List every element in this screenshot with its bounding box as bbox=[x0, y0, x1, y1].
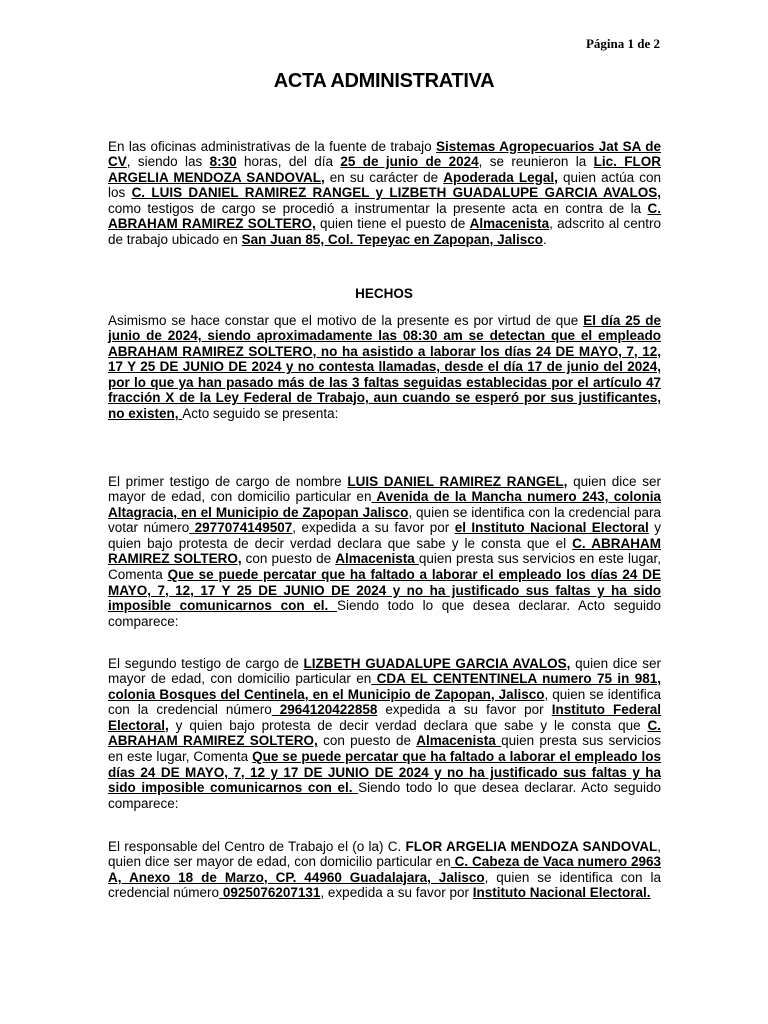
body-text: quien dice ser mayor de edad, con domicilio particular en bbox=[108, 655, 662, 687]
emphasized-text: C. Cabeza de Vaca numero 2963 A, Anexo 18 de Marzo, CP. 44960 Guadalajara, Jalisco bbox=[108, 854, 661, 885]
body-text: quien presta sus servicios en este lugar, Comenta bbox=[108, 551, 661, 583]
body-text: y quien bajo protesta de decir verdad declara que sabe y le consta que el bbox=[108, 520, 661, 551]
document-title: ACTA ADMINISTRATIVA bbox=[273, 70, 495, 92]
body-text: quien actúa con los bbox=[108, 169, 662, 201]
emphasized-text: Instituto Federal Electoral, bbox=[108, 702, 662, 733]
second-witness-paragraph bbox=[108, 656, 661, 812]
emphasized-text: 2964120422858 bbox=[271, 702, 378, 718]
intro-paragraph bbox=[108, 139, 661, 248]
body-text: , quien se identifica con la credencial número bbox=[108, 869, 661, 901]
emphasized-text: LUIS DANIEL RAMIREZ RANGEL, bbox=[347, 473, 568, 489]
body-text: horas, del día bbox=[236, 154, 341, 170]
body-text: quien tiene el puesto de bbox=[315, 216, 470, 232]
emphasized-text: Que se puede percatar que ha faltado a laborar el empleado los días 24 DE MAYO, 7, 12, 17 Y 25 DE JUNIO DE 2024 y no ha justificado sus faltas y ha sido imposible comunicarnos con el. bbox=[108, 567, 662, 614]
emphasized-text: 0925076207131 bbox=[219, 885, 321, 901]
body-text: , se reunieron la bbox=[478, 154, 594, 170]
body-text: quien dice ser mayor de edad, con domicilio particular en bbox=[108, 473, 661, 505]
body-text: Asimismo se hace constar que el motivo de la presente es por virtud de que bbox=[108, 312, 584, 328]
body-text: . bbox=[542, 232, 547, 248]
body-text: El primer testigo de cargo de nombre bbox=[108, 473, 348, 489]
responsible-paragraph bbox=[108, 839, 661, 901]
emphasized-text: C. ABRAHAM RAMIREZ SOLTERO, bbox=[108, 535, 661, 567]
body-text: , quien dice ser mayor de edad, con domicilio particular en bbox=[108, 838, 661, 870]
body-text: El segundo testigo de cargo de bbox=[108, 655, 304, 671]
emphasized-text: Instituto Nacional Electoral. bbox=[472, 885, 651, 901]
body-text: Siendo todo lo que desea declarar. Acto seguido comparece: bbox=[108, 780, 661, 811]
emphasized-text: 25 de junio de 2024 bbox=[340, 154, 479, 170]
page-number: Página 1 de 2 bbox=[585, 36, 660, 51]
body-text: con puesto de bbox=[241, 551, 336, 567]
emphasized-text: 2977074149507 bbox=[189, 520, 293, 536]
body-text: y quien bajo protesta de decir verdad declara que sabe y le consta que bbox=[168, 717, 648, 733]
body-text: como testigos de cargo se procedió a instrumentar la presente acta en contra de la bbox=[108, 200, 648, 216]
body-text: Acto seguido se presenta: bbox=[182, 406, 339, 422]
emphasized-text: C. ABRAHAM RAMIREZ SOLTERO, bbox=[108, 717, 661, 749]
emphasized-text: Lic. FLOR ARGELIA MENDOZA SANDOVAL, bbox=[108, 154, 662, 185]
body-text: en su carácter de bbox=[324, 169, 444, 185]
emphasized-text: Almacenista bbox=[335, 551, 419, 567]
body-text: expedida a su favor por bbox=[377, 702, 552, 718]
body-text: , quien se identifica con la credencial número bbox=[108, 686, 661, 718]
hechos-paragraph bbox=[108, 313, 661, 422]
body-text: , quien se identifica con la credencial para votar número bbox=[108, 504, 661, 536]
emphasized-text: El día 25 de junio de 2024, siendo aproximadamente las 08:30 am se detectan que el empleado ABRAHAM RAMIREZ SOLTERO, no ha asistido a laborar los días 24 DE MAYO, 7, 12, 17 Y 25 DE JUNIO DE 2024 y no contesta llamadas, desde el día 17 de junio del 2024, por lo que ya han pasado más de las 3 faltas seguidas establecidas por el artículo 47 fracción X de la Ley Federal de Trabajo, aun cuando se esperó por sus justificantes, no existen, bbox=[108, 312, 661, 422]
emphasized-text: CDA EL CENTENTINELA numero 75 in 981, colonia Bosques del Centinela, en el Municipio de Zapopan, Jalisco bbox=[108, 671, 661, 702]
body-text: , adscrito al centro de trabajo ubicado en bbox=[108, 216, 661, 248]
body-text: quien presta sus servicios en este lugar, Comenta bbox=[108, 733, 661, 765]
emphasized-text: C. LUIS DANIEL RAMIREZ RANGEL y LIZBETH GUADALUPE GARCIA AVALOS, bbox=[131, 185, 661, 201]
body-text: , siendo las bbox=[126, 154, 210, 170]
emphasized-text: C. ABRAHAM RAMIREZ SOLTERO, bbox=[108, 200, 661, 232]
emphasized-text: Avenida de la Mancha numero 243, colonia Altagracia, en el Municipio de Zapopan Jalisco bbox=[108, 489, 661, 520]
emphasized-text: Almacenista bbox=[469, 216, 550, 232]
body-text: En las oficinas administrativas de la fuente de trabajo bbox=[108, 138, 437, 154]
emphasized-text: San Juan 85, Col. Tepeyac en Zapopan, Jalisco bbox=[241, 232, 543, 248]
emphasized-text: LIZBETH GUADALUPE GARCIA AVALOS, bbox=[303, 655, 571, 671]
first-witness-paragraph bbox=[108, 474, 661, 630]
emphasized-text: Apoderada Legal, bbox=[443, 169, 558, 185]
hechos-heading: HECHOS bbox=[355, 286, 413, 301]
emphasized-text: Sistemas Agropecuarios Jat SA de CV bbox=[108, 138, 661, 170]
emphasized-text: Almacenista bbox=[416, 733, 502, 749]
body-text: El responsable del Centro de Trabajo el (o la) C. bbox=[108, 838, 406, 854]
body-text: , expedida a su favor por bbox=[292, 520, 455, 536]
emphasized-text: Que se puede percatar que ha faltado a laborar el empleado los días 24 DE MAYO, 7, 12 y 17 DE JUNIO DE 2024 y no ha justificado sus faltas y ha sido imposible comunicarnos con el. bbox=[108, 749, 661, 796]
emphasized-text: FLOR ARGELIA MENDOZA SANDOVAL bbox=[405, 838, 658, 854]
emphasized-text: el Instituto Nacional Electoral bbox=[454, 520, 649, 536]
body-text: con puesto de bbox=[317, 733, 417, 749]
body-text: , expedida a su favor por bbox=[320, 885, 473, 901]
body-text: Siendo todo lo que desea declarar. Acto seguido comparece: bbox=[108, 598, 662, 629]
emphasized-text: 8:30 bbox=[209, 154, 237, 170]
